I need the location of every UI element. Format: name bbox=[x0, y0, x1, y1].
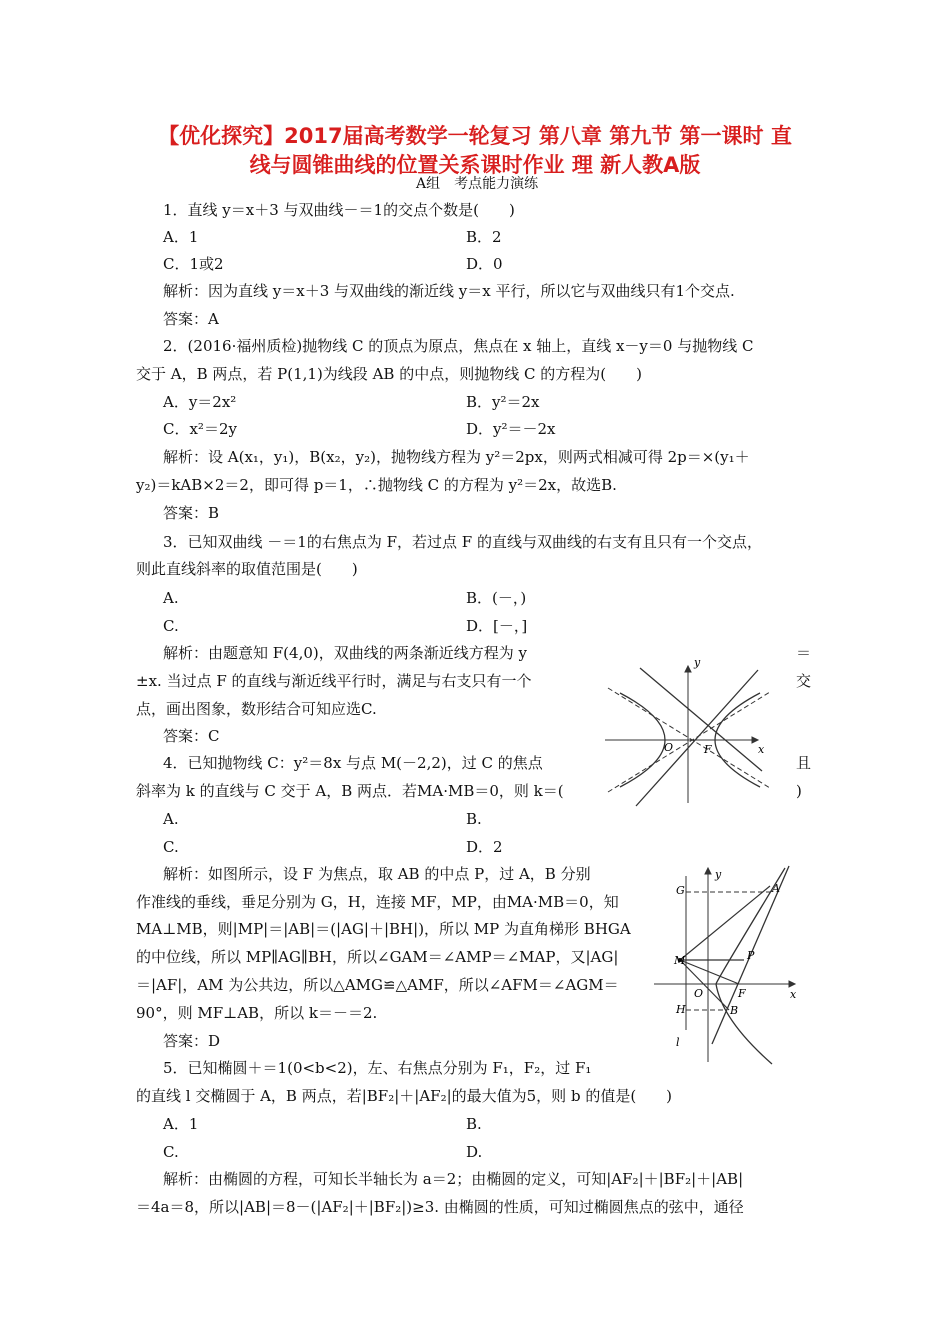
segment-mf bbox=[680, 960, 739, 984]
q4-analysis-line5: ＝|AF|，AM 为公共边，所以△AMG≌△AMF，所以∠AFM＝∠AGM＝ bbox=[136, 976, 619, 994]
q1-analysis: 解析：因为直线 y＝x＋3 与双曲线的渐近线 y＝x 平行，所以它与双曲线只有1个交点. bbox=[163, 282, 735, 300]
fig1-x-label: x bbox=[758, 743, 765, 756]
fig2-a-label: A bbox=[772, 882, 780, 895]
q5-option-c: C. bbox=[163, 1143, 179, 1161]
fig1-y-label: y bbox=[694, 656, 701, 669]
q4-stem-line1: 4．已知抛物线 C：y²＝8x 与点 M(－2,2)，过 C 的焦点 bbox=[163, 754, 543, 772]
q2-answer: 答案：B bbox=[163, 504, 220, 522]
fig2-y-label: y bbox=[715, 868, 722, 881]
q4-analysis-line6: 90°，则 MF⊥AB，所以 k＝－＝2. bbox=[136, 1004, 378, 1022]
line-through-f-2 bbox=[636, 670, 758, 806]
q5-stem-line2: 的直线 l 交椭圆于 A，B 两点，若|BF₂|＋|AF₂|的最大值为5，则 b 的值是( ) bbox=[136, 1087, 673, 1105]
q1-option-c: C．1或2 bbox=[163, 255, 224, 273]
q3-analysis-line2: ±x. 当过点 F 的直线与渐近线平行时，满足与右支只有一个 bbox=[136, 672, 532, 690]
parabola-curve bbox=[716, 868, 785, 1064]
q1-option-b: B．2 bbox=[466, 228, 502, 246]
fig2-o-label: O bbox=[694, 987, 704, 1000]
q3-analysis-line3: 点，画出图象，数形结合可知应选C. bbox=[136, 700, 377, 718]
q4-stem-line2-end: ) bbox=[796, 782, 802, 800]
q3-option-d: D．[－，] bbox=[466, 617, 528, 635]
q5-analysis-line1: 解析：由椭圆的方程，可知长半轴长为 a＝2；由椭圆的定义，可知|AF₂|＋|BF₂|＋|AB| bbox=[163, 1170, 744, 1188]
q4-analysis-line1: 解析：如图所示，设 F 为焦点，取 AB 的中点 P，过 A，B 分别 bbox=[163, 865, 591, 883]
q5-option-b: B. bbox=[466, 1115, 482, 1133]
q2-option-a: A．y＝2x² bbox=[163, 393, 237, 411]
q3-analysis-line2-end: 交 bbox=[796, 672, 812, 690]
group-heading: A组 考点能力演练 bbox=[416, 176, 539, 192]
q4-option-d: D．2 bbox=[466, 838, 503, 856]
hyperbola-figure bbox=[600, 648, 780, 808]
q3-option-c: C. bbox=[163, 617, 179, 635]
document-title bbox=[100, 122, 850, 180]
fig2-m-label: M bbox=[674, 954, 686, 967]
title-line-1: 【优化探究】2017届高考数学一轮复习 第八章 第九节 第一课时 直 bbox=[158, 124, 792, 148]
fig2-g-label: G bbox=[676, 884, 685, 897]
q3-analysis-line1-end: ＝ bbox=[796, 644, 812, 662]
q2-stem-line2: 交于 A，B 两点，若 P(1,1)为线段 AB 的中点，则抛物线 C 的方程为( ) bbox=[136, 365, 642, 383]
q1-answer: 答案：A bbox=[163, 310, 219, 328]
q5-option-a: A．1 bbox=[163, 1115, 199, 1133]
q2-stem-line1: 2．(2016·福州质检)抛物线 C 的顶点为原点，焦点在 x 轴上，直线 x－y＝0 与抛物线 C bbox=[163, 337, 754, 355]
segment-mb bbox=[680, 960, 729, 1010]
segment-ma bbox=[680, 886, 770, 960]
q4-option-c: C. bbox=[163, 838, 179, 856]
q3-answer: 答案：C bbox=[163, 727, 220, 745]
q4-analysis-line2: 作准线的垂线，垂足分别为 G，H，连接 MF，MP，由MA·MB＝0，知 bbox=[136, 893, 619, 911]
q4-answer: 答案：D bbox=[163, 1032, 221, 1050]
q5-stem-line1: 5．已知椭圆＋＝1(0<b<2)，左、右焦点分别为 F₁，F₂，过 F₁ bbox=[163, 1059, 592, 1077]
q3-analysis-line1: 解析：由题意知 F(4,0)，双曲线的两条渐近线方程为 y bbox=[163, 644, 527, 662]
q3-option-b: B．(－，) bbox=[466, 589, 527, 607]
q1-stem: 1．直线 y＝x＋3 与双曲线－＝1的交点个数是( ) bbox=[163, 201, 515, 219]
q5-option-d: D. bbox=[466, 1143, 483, 1161]
fig2-h-label: H bbox=[676, 1003, 686, 1016]
q2-option-c: C．x²＝2y bbox=[163, 420, 237, 438]
y-axis-arrow bbox=[705, 868, 711, 874]
q2-option-b: B．y²＝2x bbox=[466, 393, 540, 411]
fig1-o-label: O bbox=[664, 741, 674, 754]
q4-option-a: A. bbox=[163, 810, 179, 828]
q3-option-a: A. bbox=[163, 589, 179, 607]
fig2-b-label: B bbox=[730, 1004, 739, 1017]
asymptote-1 bbox=[608, 688, 770, 788]
q3-stem-line2: 则此直线斜率的取值范围是( ) bbox=[136, 560, 358, 578]
q4-stem-line1-end: 且 bbox=[796, 754, 812, 772]
fig2-p-label: P bbox=[747, 949, 755, 962]
q1-option-d: D．0 bbox=[466, 255, 503, 273]
q2-analysis-line1: 解析：设 A(x₁，y₁)，B(x₂，y₂)，抛物线方程为 y²＝2px，则两式相减可得 2p＝×(y₁＋ bbox=[163, 448, 750, 466]
x-axis-arrow bbox=[789, 981, 795, 987]
q1-option-a: A．1 bbox=[163, 228, 199, 246]
asymptote-2 bbox=[608, 692, 770, 792]
q2-option-d: D．y²＝－2x bbox=[466, 420, 556, 438]
y-axis-arrow bbox=[685, 666, 691, 672]
q3-stem-line1: 3．已知双曲线 －＝1的右焦点为 F，若过点 F 的直线与双曲线的右支有且只有一个交点， bbox=[163, 533, 762, 551]
q5-analysis-line2: ＝4a＝8，所以|AB|＝8－(|AF₂|＋|BF₂|)≥3. 由椭圆的性质，可知过椭圆焦点的弦中，通径 bbox=[136, 1198, 744, 1216]
q4-analysis-line3: MA⊥MB，则|MP|＝|AB|＝(|AG|＋|BH|)，所以 MP 为直角梯形 BHGA bbox=[136, 920, 631, 938]
q4-option-b: B. bbox=[466, 810, 482, 828]
fig2-f-label: F bbox=[738, 987, 746, 1000]
fig1-f-label: F bbox=[704, 743, 712, 756]
q4-stem-line2: 斜率为 k 的直线与 C 交于 A，B 两点．若MA·MB＝0，则 k＝( bbox=[136, 782, 564, 800]
parabola-figure bbox=[652, 860, 802, 1068]
title-line-2: 线与圆锥曲线的位置关系课时作业 理 新人教A版 bbox=[249, 153, 701, 177]
fig2-l-label: l bbox=[676, 1036, 680, 1049]
q2-analysis-line2: y₂)＝kAB×2＝2，即可得 p＝1，∴抛物线 C 的方程为 y²＝2x，故选B. bbox=[136, 476, 617, 494]
q4-analysis-line4: 的中位线，所以 MP∥AG∥BH，所以∠GAM＝∠AMP＝∠MAP，又|AG| bbox=[136, 948, 619, 966]
fig2-x-label: x bbox=[790, 988, 797, 1001]
